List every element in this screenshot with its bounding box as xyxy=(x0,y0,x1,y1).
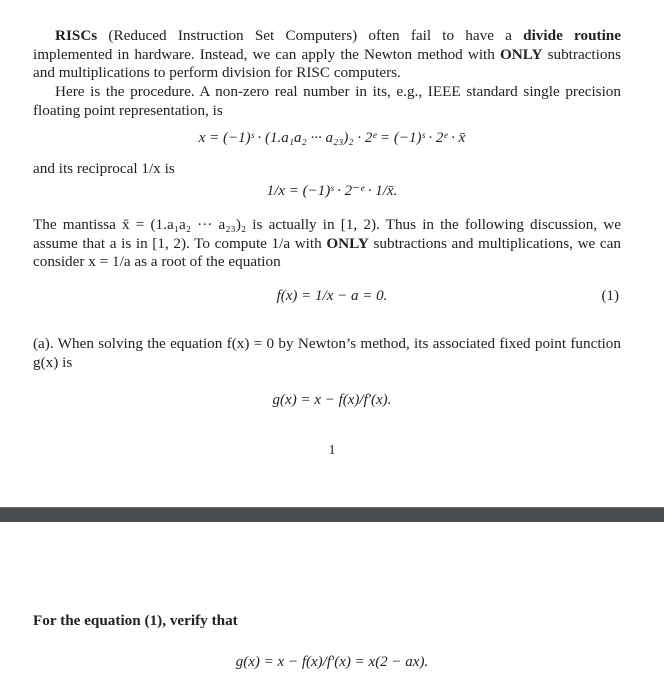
equation-verify-text: g(x) = x − f(x)/f′(x) = x(2 − ax). xyxy=(235,654,429,670)
paragraph-mantissa: The mantissa x̄ = (1.a₁a₂ ··· a₂₃)₂ is actually in [1, 2). Thus in the following discussion, we assume that a is in [1, 2). To compute 1/a with ONLY subtractions and multiplications, we can consider x = 1/a as a root of the equation xyxy=(33,216,621,271)
page-number: 1 xyxy=(328,443,336,458)
verify-heading: For the equation (1), verify that xyxy=(33,612,238,629)
equation-representation xyxy=(0,130,664,147)
equation-fixed-point xyxy=(0,392,664,409)
equation-fixed-point-text: g(x) = x − f(x)/f′(x). xyxy=(272,392,392,408)
page-divider xyxy=(0,507,664,523)
equation-1 xyxy=(0,288,664,305)
equation-reciprocal-text: 1/x = (−1)ˢ · 2⁻ᵉ · 1/x̄. xyxy=(266,183,398,199)
equation-1-text: f(x) = 1/x − a = 0. xyxy=(276,288,388,304)
equation-number-1: (1) xyxy=(601,288,619,304)
paragraph-part-a: (a). When solving the equation f(x) = 0 by Newton’s method, its associated fixed point function g(x) is xyxy=(33,335,621,371)
equation-reciprocal xyxy=(0,181,664,200)
term-riscs: RISCs xyxy=(55,27,98,44)
page-2 xyxy=(0,522,664,694)
term-divide-routine: divide routine xyxy=(523,27,621,44)
equation-verify xyxy=(0,654,664,671)
term-only-2: ONLY xyxy=(326,234,369,252)
paragraph-reciprocal: and its reciprocal 1/x is xyxy=(33,160,175,177)
equation-representation-text: x = (−1)ˢ · (1.a₁a₂ ··· a₂₃)₂ · 2ᵉ = (−1)ˢ · 2ᵉ · x̄ xyxy=(198,130,466,146)
paragraph-intro: RISCs (Reduced Instruction Set Computers) often fail to have a divide routine implemented in hardware. Instead, we can apply the Newton method with ONLY subtractions and multiplications to perform division for RISC computers. xyxy=(33,27,621,82)
paragraph-procedure: Here is the procedure. A non-zero real number in its, e.g., IEEE standard single precision floating point representation, is xyxy=(33,83,621,119)
term-only: ONLY xyxy=(499,45,543,63)
